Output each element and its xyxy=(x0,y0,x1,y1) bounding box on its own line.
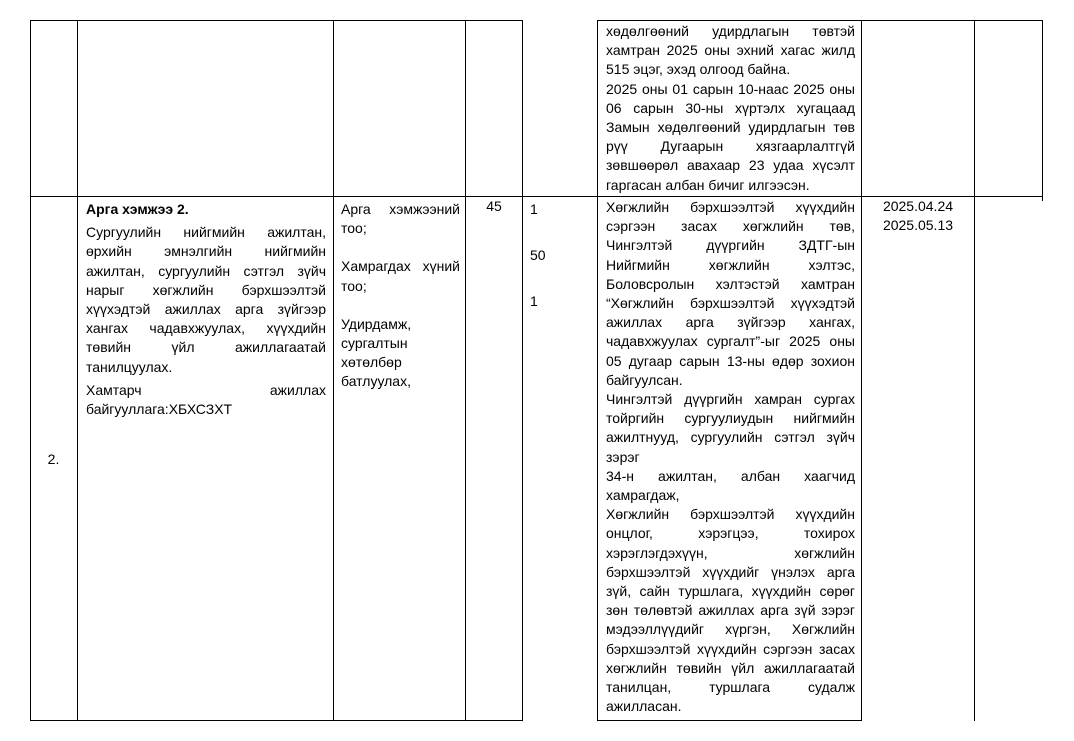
progress-line: Чингэлтэй дүүргийн хамран сургах xyxy=(606,391,855,408)
measure-body: Сургуулийн нийгмийн ажилтан, өрхийн эмнэлгийн нийгмийн ажилтан, сургуулийн сэтгэл зүйч нарыг хөгжлийн бэрхшээлтэй хүүхэдтэй ажиллах арга зүйгээр хангах чадавхжуулах, хүүхдийн төвийн үйл ажиллагаатай танилцуулах. xyxy=(86,224,326,375)
row-number: 2. xyxy=(47,451,60,467)
progress-cell xyxy=(606,198,855,716)
partner-label: Хамтарч ажиллах xyxy=(86,381,326,398)
progress-line: зэрэг xyxy=(606,448,640,465)
progress-line: Чингэлтэй дүүргийн ЗДТГ-ын xyxy=(606,237,855,254)
target-value: 50 xyxy=(530,247,546,264)
progress-line: байгуулсан. xyxy=(606,371,683,388)
target-value: 1 xyxy=(530,201,538,217)
progress-line: мэдээллүүдийг хүргэн, Хөгжлийн xyxy=(606,621,855,638)
progress-line: Хөгжлийн бэрхшээлтэй хүүхдийн xyxy=(606,506,855,523)
measure-title: Арга хэмжээ 2. xyxy=(86,201,189,217)
progress-line: хэрэглэгдэхүүн, хөгжлийн xyxy=(606,544,855,561)
prev-progress-line: хамтран 2025 оны эхний хагас жилд xyxy=(606,42,855,59)
progress-line: Боловсролын хэлтэстэй хамтран xyxy=(606,275,855,292)
indicator-item: Арга хэмжээний тоо; xyxy=(341,201,460,237)
prev-progress-line: хөдөлгөөний удирдлагын төвтэй xyxy=(606,23,855,39)
progress-line: сэргээн засах хөгжлийн төв, xyxy=(606,218,855,235)
target-value: 1 xyxy=(530,293,538,310)
progress-line: Хөгжлийн бэрхшээлтэй хүүхдийн xyxy=(606,199,855,215)
progress-line: ажилласан. xyxy=(606,698,682,715)
progress-line: онцлог, хэрэгцээ, тохирох xyxy=(606,525,855,542)
prev-progress-cell xyxy=(606,22,855,195)
prev-progress-line: 515 эцэг, эхэд олгоод байна. xyxy=(606,61,791,78)
targets-cell xyxy=(530,200,590,312)
prev-progress-line: Замын хөдөлгөөний удирдлагын төв xyxy=(606,119,855,136)
dates-cell xyxy=(862,197,974,235)
progress-line: хөгжлийн төвийн үйл ажиллагаатай xyxy=(606,659,855,676)
progress-line: хамрагдаж, xyxy=(606,487,680,504)
progress-line: 05 дугаар сарын 13-ны өдөр зохион xyxy=(606,352,855,369)
prev-progress-line: рүү Дугаарын хязгаарлалтгүй xyxy=(606,138,855,155)
progress-line: зүй, сайн туршлага, хүүхдийн сөрөг xyxy=(606,583,855,600)
progress-line: ажилтнууд, сургуулийн сэтгэл зүйч xyxy=(606,429,855,446)
measure-cell xyxy=(86,200,326,419)
progress-line: “Хөгжлийн бэрхшээлтэй хүүхэдтэй xyxy=(606,295,855,312)
progress-line: ажиллах арга зүйгээр хангах, xyxy=(606,314,855,331)
progress-line: зөн төлөвтэй ажиллах арга зүй зэрэг xyxy=(606,602,855,619)
progress-line: бэрхшээлтэй хүүхдийг үнэлэх арга xyxy=(606,563,855,580)
partner-org: байгууллага:ХБХСЗХТ xyxy=(86,401,233,418)
progress-line: бэрхшээлтэй хүүхдийн сэргээн засах xyxy=(606,640,855,657)
progress-line: тойргийн сургуулиудын нийгмийн xyxy=(606,410,855,427)
progress-line: 34-н ажилтан, албан хаагчид xyxy=(606,467,855,484)
prev-progress-line: 06 сарын 30-ны хүртэлх хугацаад xyxy=(606,99,855,116)
progress-line: чадавхжуулах сургалт”-ыг 2025 оны xyxy=(606,333,855,350)
date-value: 2025.05.13 xyxy=(882,217,954,234)
budget-cell: 45 xyxy=(486,198,502,214)
indicators-cell xyxy=(341,200,460,392)
prev-progress-line: гаргасан албан бичиг илгээсэн. xyxy=(606,176,810,193)
progress-line: Нийгмийн хөгжлийн хэлтэс, xyxy=(606,256,855,273)
indicator-item: Хамрагдах хүний тоо; xyxy=(341,258,460,294)
progress-line: танилцан, туршлага судалж xyxy=(606,679,855,696)
indicator-item: Удирдамж, сургалтын хөтөлбөр батлуулах, xyxy=(341,315,412,390)
prev-progress-line: зөвшөөрөл авахаар 23 удаа хүсэлт xyxy=(606,157,855,174)
date-value: 2025.04.24 xyxy=(882,198,954,214)
prev-progress-line: 2025 оны 01 сарын 10-наас 2025 оны xyxy=(606,80,855,97)
